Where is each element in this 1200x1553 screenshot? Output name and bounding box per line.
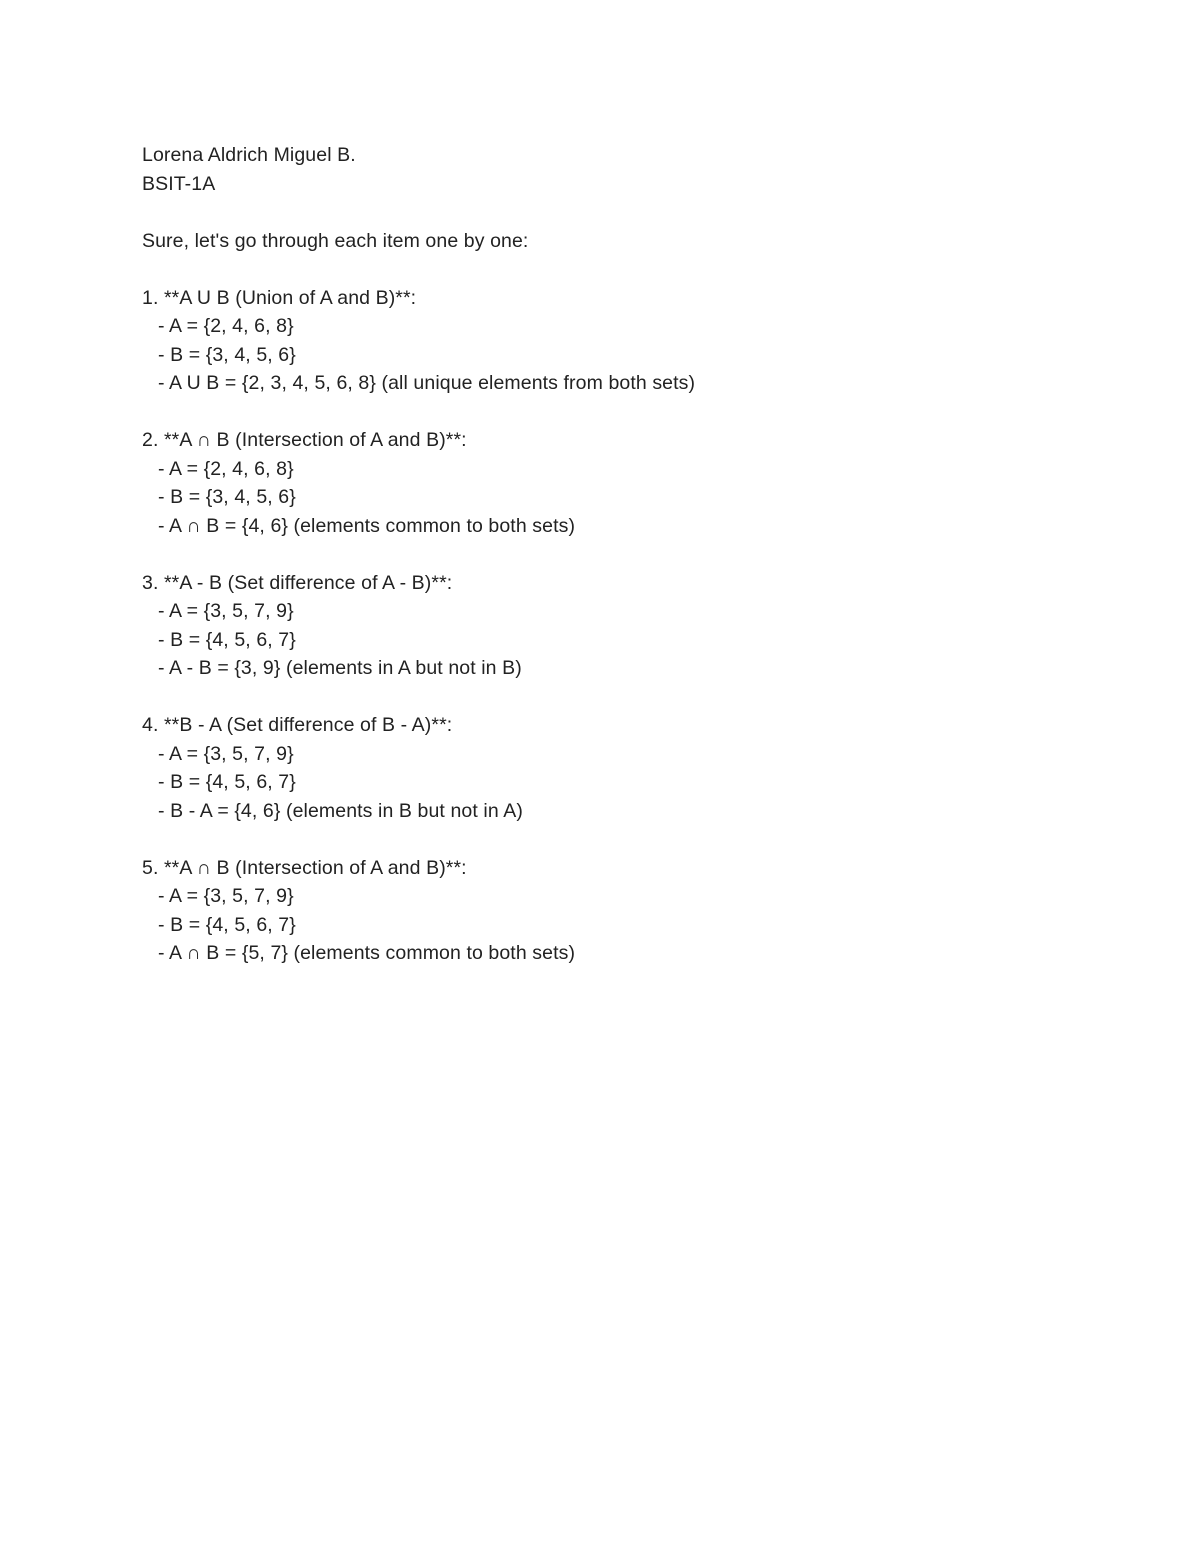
item-heading: 3. **A - B (Set difference of A - B)**: <box>142 571 453 594</box>
item-line: - A U B = {2, 3, 4, 5, 6, 8} (all unique elements from both sets) <box>158 372 696 394</box>
item-4 <box>142 711 1142 825</box>
item-line: - B = {4, 5, 6, 7} <box>158 913 296 936</box>
item-heading: 4. **B - A (Set difference of B - A)**: <box>142 714 453 736</box>
spacer <box>142 255 1142 284</box>
spacer <box>142 398 1142 427</box>
item-heading: 1. **A U B (Union of A and B)**: <box>142 286 417 309</box>
spacer <box>142 198 1142 227</box>
intro-text: Sure, let's go through each item one by one: <box>142 229 529 252</box>
item-line: - B - A = {4, 6} (elements in B but not in A) <box>158 799 523 822</box>
item-line: - A ∩ B = {4, 6} (elements common to both sets) <box>158 514 576 537</box>
item-line: - A = {3, 5, 7, 9} <box>158 742 294 765</box>
item-line: - B = {4, 5, 6, 7} <box>158 628 296 651</box>
item-heading: 2. **A ∩ B (Intersection of A and B)**: <box>142 429 467 451</box>
document-body <box>142 141 1142 968</box>
item-2 <box>142 426 1142 540</box>
spacer <box>142 683 1142 712</box>
item-line: - A ∩ B = {5, 7} (elements common to both sets) <box>158 942 576 964</box>
item-line: - B = {3, 4, 5, 6} <box>158 343 296 366</box>
spacer <box>142 825 1142 854</box>
item-line: - A = {3, 5, 7, 9} <box>158 600 294 622</box>
item-heading: 5. **A ∩ B (Intersection of A and B)**: <box>142 856 467 879</box>
item-line: - B = {3, 4, 5, 6} <box>158 486 296 508</box>
item-line: - A = {2, 4, 6, 8} <box>158 457 294 480</box>
section-label: BSIT-1A <box>142 172 216 195</box>
item-1 <box>142 284 1142 398</box>
author-name: Lorena Aldrich Miguel B. <box>142 144 356 166</box>
item-line: - B = {4, 5, 6, 7} <box>158 771 296 793</box>
item-3 <box>142 569 1142 683</box>
spacer <box>142 540 1142 569</box>
item-line: - A = {3, 5, 7, 9} <box>158 885 294 907</box>
item-line: - A - B = {3, 9} (elements in A but not in B) <box>158 657 522 679</box>
item-line: - A = {2, 4, 6, 8} <box>158 315 294 337</box>
item-5 <box>142 854 1142 968</box>
